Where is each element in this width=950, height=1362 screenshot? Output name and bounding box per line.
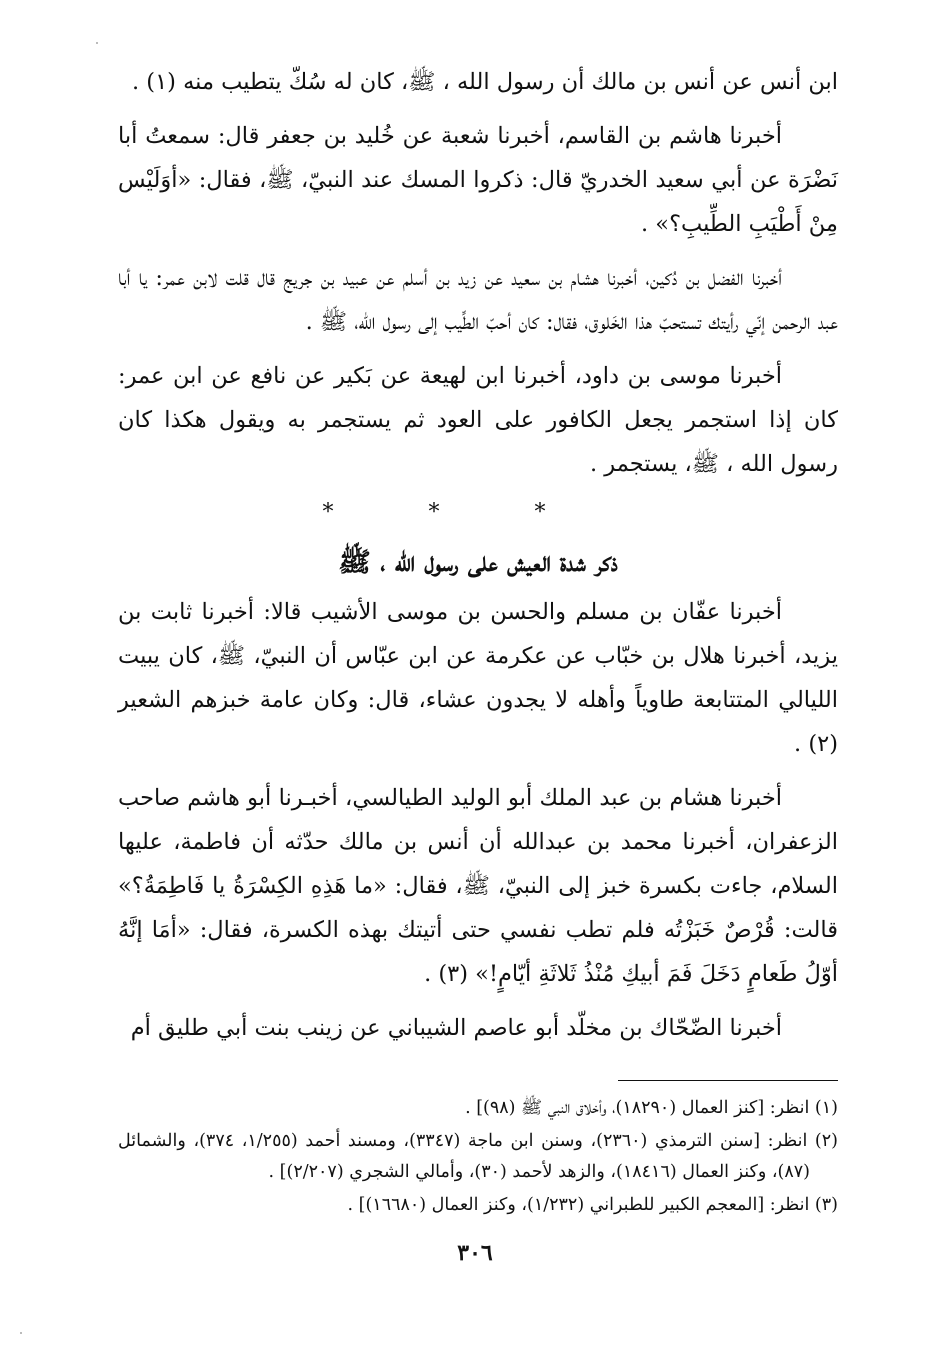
paragraph: أخبرنا الفضل بن دُكين، أخبرنا هشام بن سعيد عن زيد بن أسلم عن عبيد بن جريج قال قلت لابن عمر: يا أبا عبد الرحمن إنّي رأيتك تستحبّ هذا الخَلوق، فقال: كان أحبّ الطِّيب إلى رسول الله، ﷺ . <box>118 265 838 335</box>
paragraph: أخبرنا الضّحّاك بن مخلّد أبو عاصم الشيباني عن زينب بنت أبي طليق أم <box>130 1015 782 1041</box>
scan-speck <box>96 42 98 44</box>
footnote: (١) انظر: [كنز العمال (١٨٢٩٠)، وأخلاق النبي ﷺ (٩٨)] . <box>465 1098 838 1118</box>
footnote-divider <box>618 1080 838 1081</box>
body-text-top <box>118 60 838 486</box>
body-text-bottom <box>118 590 838 1050</box>
scan-speck <box>20 1332 22 1334</box>
paragraph: أخبرنا هشام بن عبد الملك أبو الوليد الطيالسي، أخبـرنا أبو هاشم صاحب الزعفران، أخبرنا محمد بن عبدالله أن أنس بن مالك حدّثه أن فاطمة، عليها السلام، جاءت بكسرة خبز إلى النبيّ، ﷺ، فقال: «ما هَذِهِ الكِسْرَةُ يا فَاطِمَةُ؟» قالت: قُرْصٌ خَبَزْتُه فلم تطب نفسي حتى أتيتك بهذه الكسرة، فقال: «أمَا إنَّهُ أوّلُ طَعامٍ دَخَلَ فَمَ أبيكِ مُنْذُ ثَلاثَةِ أيّامٍ!» (٣) . <box>118 785 838 987</box>
paragraph: أخبرنا هاشم بن القاسم، أخبرنا شعبة عن خُليد بن جعفر قال: سمعتُ أبا نَضْرَة عن أبي سعيد الخدريّ قال: ذكروا المسك عند النبيّ، ﷺ، فقال: «أوَلَيْس مِنْ أَطْيَبِ الطِّيبِ؟» . <box>118 123 838 237</box>
paragraph: أخبرنا عفّان بن مسلم والحسن بن موسى الأشيب قالا: أخبرنا ثابت بن يزيد، أخبرنا هلال بن خبّاب عن عكرمة عن ابن عبّاس أن النبيّ، ﷺ، كان يبيت الليالي المتتابعة طاوياً وأهله لا يجدون عشاء، قال: وكان عامة خبزهم الشعير (٢) . <box>118 599 838 757</box>
paragraph: ابن أنس عن أنس بن مالك أن رسول الله ، ﷺ، كان له سُكّ يتطيب منه (١) . <box>131 69 838 95</box>
footnotes <box>118 1093 838 1221</box>
footnote: (٢) انظر: [سنن الترمذي (٢٣٦٠)، وسنن ابن ماجة (٣٣٤٧)، ومسند أحمد (١/٢٥٥، ٣٧٤)، والشمائل (٨٧)، وكنز العمال (١٨٤١٦)، والزهد لأحمد (٣٠)، وأمالي الشجري (٢/٢٠٧)] . <box>118 1131 838 1182</box>
paragraph: أخبرنا موسى بن داود، أخبرنا ابن لهيعة عن بَكير عن نافع عن ابن عمر: كان إذا استجمر يجعل الكافور على العود ثم يستجمر به ويقول هكذا كان رسول الله ، ﷺ، يستجمر . <box>118 363 838 477</box>
section-separator: * * * <box>322 500 590 525</box>
page-number: ٣٠٦ <box>457 1240 493 1266</box>
footnote: (٣) انظر: [المعجم الكبير للطبراني (١/٢٣٢)، وكنز العمال (١٦٦٨٠)] . <box>347 1195 838 1215</box>
section-heading: ذكر شدة العيش على رسول الله ، ﷺ <box>338 547 618 578</box>
